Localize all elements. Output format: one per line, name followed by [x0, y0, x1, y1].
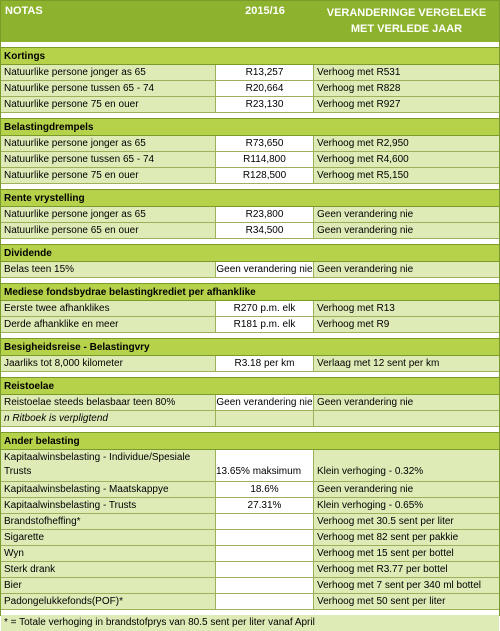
row-value: 18.6%: [216, 482, 314, 498]
row-value: R73,650: [216, 136, 314, 152]
row-change: Verhoog met R9: [314, 317, 499, 333]
row-change: Verhoog met R531: [314, 65, 499, 81]
row-label: Natuurlike persone 75 en ouer: [1, 168, 216, 184]
table-row: [1, 594, 499, 610]
table-row: [1, 152, 499, 168]
row-value: R270 p.m. elk: [216, 301, 314, 317]
row-value: [216, 411, 314, 427]
table-row: [1, 578, 499, 594]
row-change: Geen verandering nie: [314, 482, 499, 498]
row-label: Eerste twee afhanklikes: [1, 301, 216, 317]
row-change: Verhoog met 50 sent per liter: [314, 594, 499, 610]
table-row: [1, 356, 499, 372]
row-change: Verhoog met R927: [314, 97, 499, 113]
row-change: Verhoog met R828: [314, 81, 499, 97]
row-value: [216, 530, 314, 546]
row-label: Kapitaalwinsbelasting - Maatskappye: [1, 482, 216, 498]
row-label: Wyn: [1, 546, 216, 562]
row-label: Derde afhanklike en meer: [1, 317, 216, 333]
row-value: R13,257: [216, 65, 314, 81]
row-change: Geen verandering nie: [314, 262, 499, 278]
row-change: Klein verhoging - 0.65%: [314, 498, 499, 514]
row-change: Verhoog met R3.77 per bottel: [314, 562, 499, 578]
section-heading: Mediese fondsbydrae belastingkrediet per afhanklike: [1, 283, 499, 301]
table-header: [1, 1, 499, 42]
row-value: [216, 578, 314, 594]
table-row: [1, 530, 499, 546]
row-change: Geen verandering nie: [314, 223, 499, 239]
row-label: Natuurlike persone jonger as 65: [1, 207, 216, 223]
table-row: [1, 136, 499, 152]
row-label: Natuurlike persone tussen 65 - 74: [1, 81, 216, 97]
row-change: Klein verhoging - 0.32%: [314, 450, 499, 482]
table-body: [1, 47, 499, 615]
header-notas: NOTAS: [5, 5, 43, 17]
row-value: R128,500: [216, 168, 314, 184]
section-heading: Ander belasting: [1, 432, 499, 450]
table-row: [1, 301, 499, 317]
row-label: Kapitaalwinsbelasting - Trusts: [1, 498, 216, 514]
table-row: [1, 168, 499, 184]
table-row: [1, 65, 499, 81]
row-label: Belas teen 15%: [1, 262, 216, 278]
row-value: 27.31%: [216, 498, 314, 514]
row-change: Geen verandering nie: [314, 207, 499, 223]
row-value: R23,130: [216, 97, 314, 113]
section-heading: Dividende: [1, 244, 499, 262]
row-label: Natuurlike persone jonger as 65: [1, 136, 216, 152]
row-change: Verhoog met R2,950: [314, 136, 499, 152]
header-year: 2015/16: [245, 5, 285, 17]
row-change: Verhoog met R4,600: [314, 152, 499, 168]
row-value: R3.18 per km: [216, 356, 314, 372]
section-heading: Reistoelae: [1, 377, 499, 395]
row-label: Bier: [1, 578, 216, 594]
row-label: Jaarliks tot 8,000 kilometer: [1, 356, 216, 372]
row-value: Geen verandering nie: [216, 395, 314, 411]
table-row: [1, 482, 499, 498]
row-change: Verhoog met 15 sent per bottel: [314, 546, 499, 562]
table-row: [1, 546, 499, 562]
row-change: Verhoog met 30.5 sent per liter: [314, 514, 499, 530]
row-value: R114,800: [216, 152, 314, 168]
row-value: [216, 546, 314, 562]
row-value: R20,664: [216, 81, 314, 97]
table-row: [1, 262, 499, 278]
row-value: Geen verandering nie: [216, 262, 314, 278]
row-change: [314, 411, 499, 427]
row-change: Verhoog met 7 sent per 340 ml bottel: [314, 578, 499, 594]
row-value: 13.65% maksimum: [216, 450, 314, 482]
table-row: [1, 81, 499, 97]
table-row: [1, 411, 499, 427]
table-row: [1, 562, 499, 578]
row-value: R23,800: [216, 207, 314, 223]
row-label: Natuurlike persone 65 en ouer: [1, 223, 216, 239]
table-row: [1, 207, 499, 223]
row-change: Verhoog met R5,150: [314, 168, 499, 184]
table-row: [1, 223, 499, 239]
row-label: Reistoelae steeds belasbaar teen 80%: [1, 395, 216, 411]
row-label: Padongelukkefonds(POF)*: [1, 594, 216, 610]
table-row: [1, 498, 499, 514]
row-label: Natuurlike persone tussen 65 - 74: [1, 152, 216, 168]
row-change: Verlaag met 12 sent per km: [314, 356, 499, 372]
row-value: [216, 514, 314, 530]
table-row: [1, 514, 499, 530]
row-label: Sigarette: [1, 530, 216, 546]
row-label: n Ritboek is verpligtend: [1, 411, 216, 427]
row-value: R181 p.m. elk: [216, 317, 314, 333]
row-label: Brandstofheffing*: [1, 514, 216, 530]
row-change: Verhoog met R13: [314, 301, 499, 317]
table-row: [1, 317, 499, 333]
row-value: R34,500: [216, 223, 314, 239]
table-row: [1, 450, 499, 482]
row-label: Kapitaalwinsbelasting - Individue/Spesiale Trusts: [1, 450, 216, 482]
section-heading: Belastingdrempels: [1, 118, 499, 136]
section-heading: Kortings: [1, 47, 499, 65]
row-value: [216, 594, 314, 610]
row-change: Geen verandering nie: [314, 395, 499, 411]
row-value: [216, 562, 314, 578]
section-heading: Rente vrystelling: [1, 189, 499, 207]
row-label: Sterk drank: [1, 562, 216, 578]
header-changes: VERANDERINGE VERGELEKE MET VERLEDE JAAR: [326, 7, 487, 35]
row-change: Verhoog met 82 sent per pakkie: [314, 530, 499, 546]
footnote: * = Totale verhoging in brandstofprys van 80.5 sent per liter vanaf April: [1, 615, 499, 631]
section-heading: Besigheidsreise - Belastingvry: [1, 338, 499, 356]
table-row: [1, 395, 499, 411]
table-row: [1, 97, 499, 113]
row-label: Natuurlike persone 75 en ouer: [1, 97, 216, 113]
row-label: Natuurlike persone jonger as 65: [1, 65, 216, 81]
